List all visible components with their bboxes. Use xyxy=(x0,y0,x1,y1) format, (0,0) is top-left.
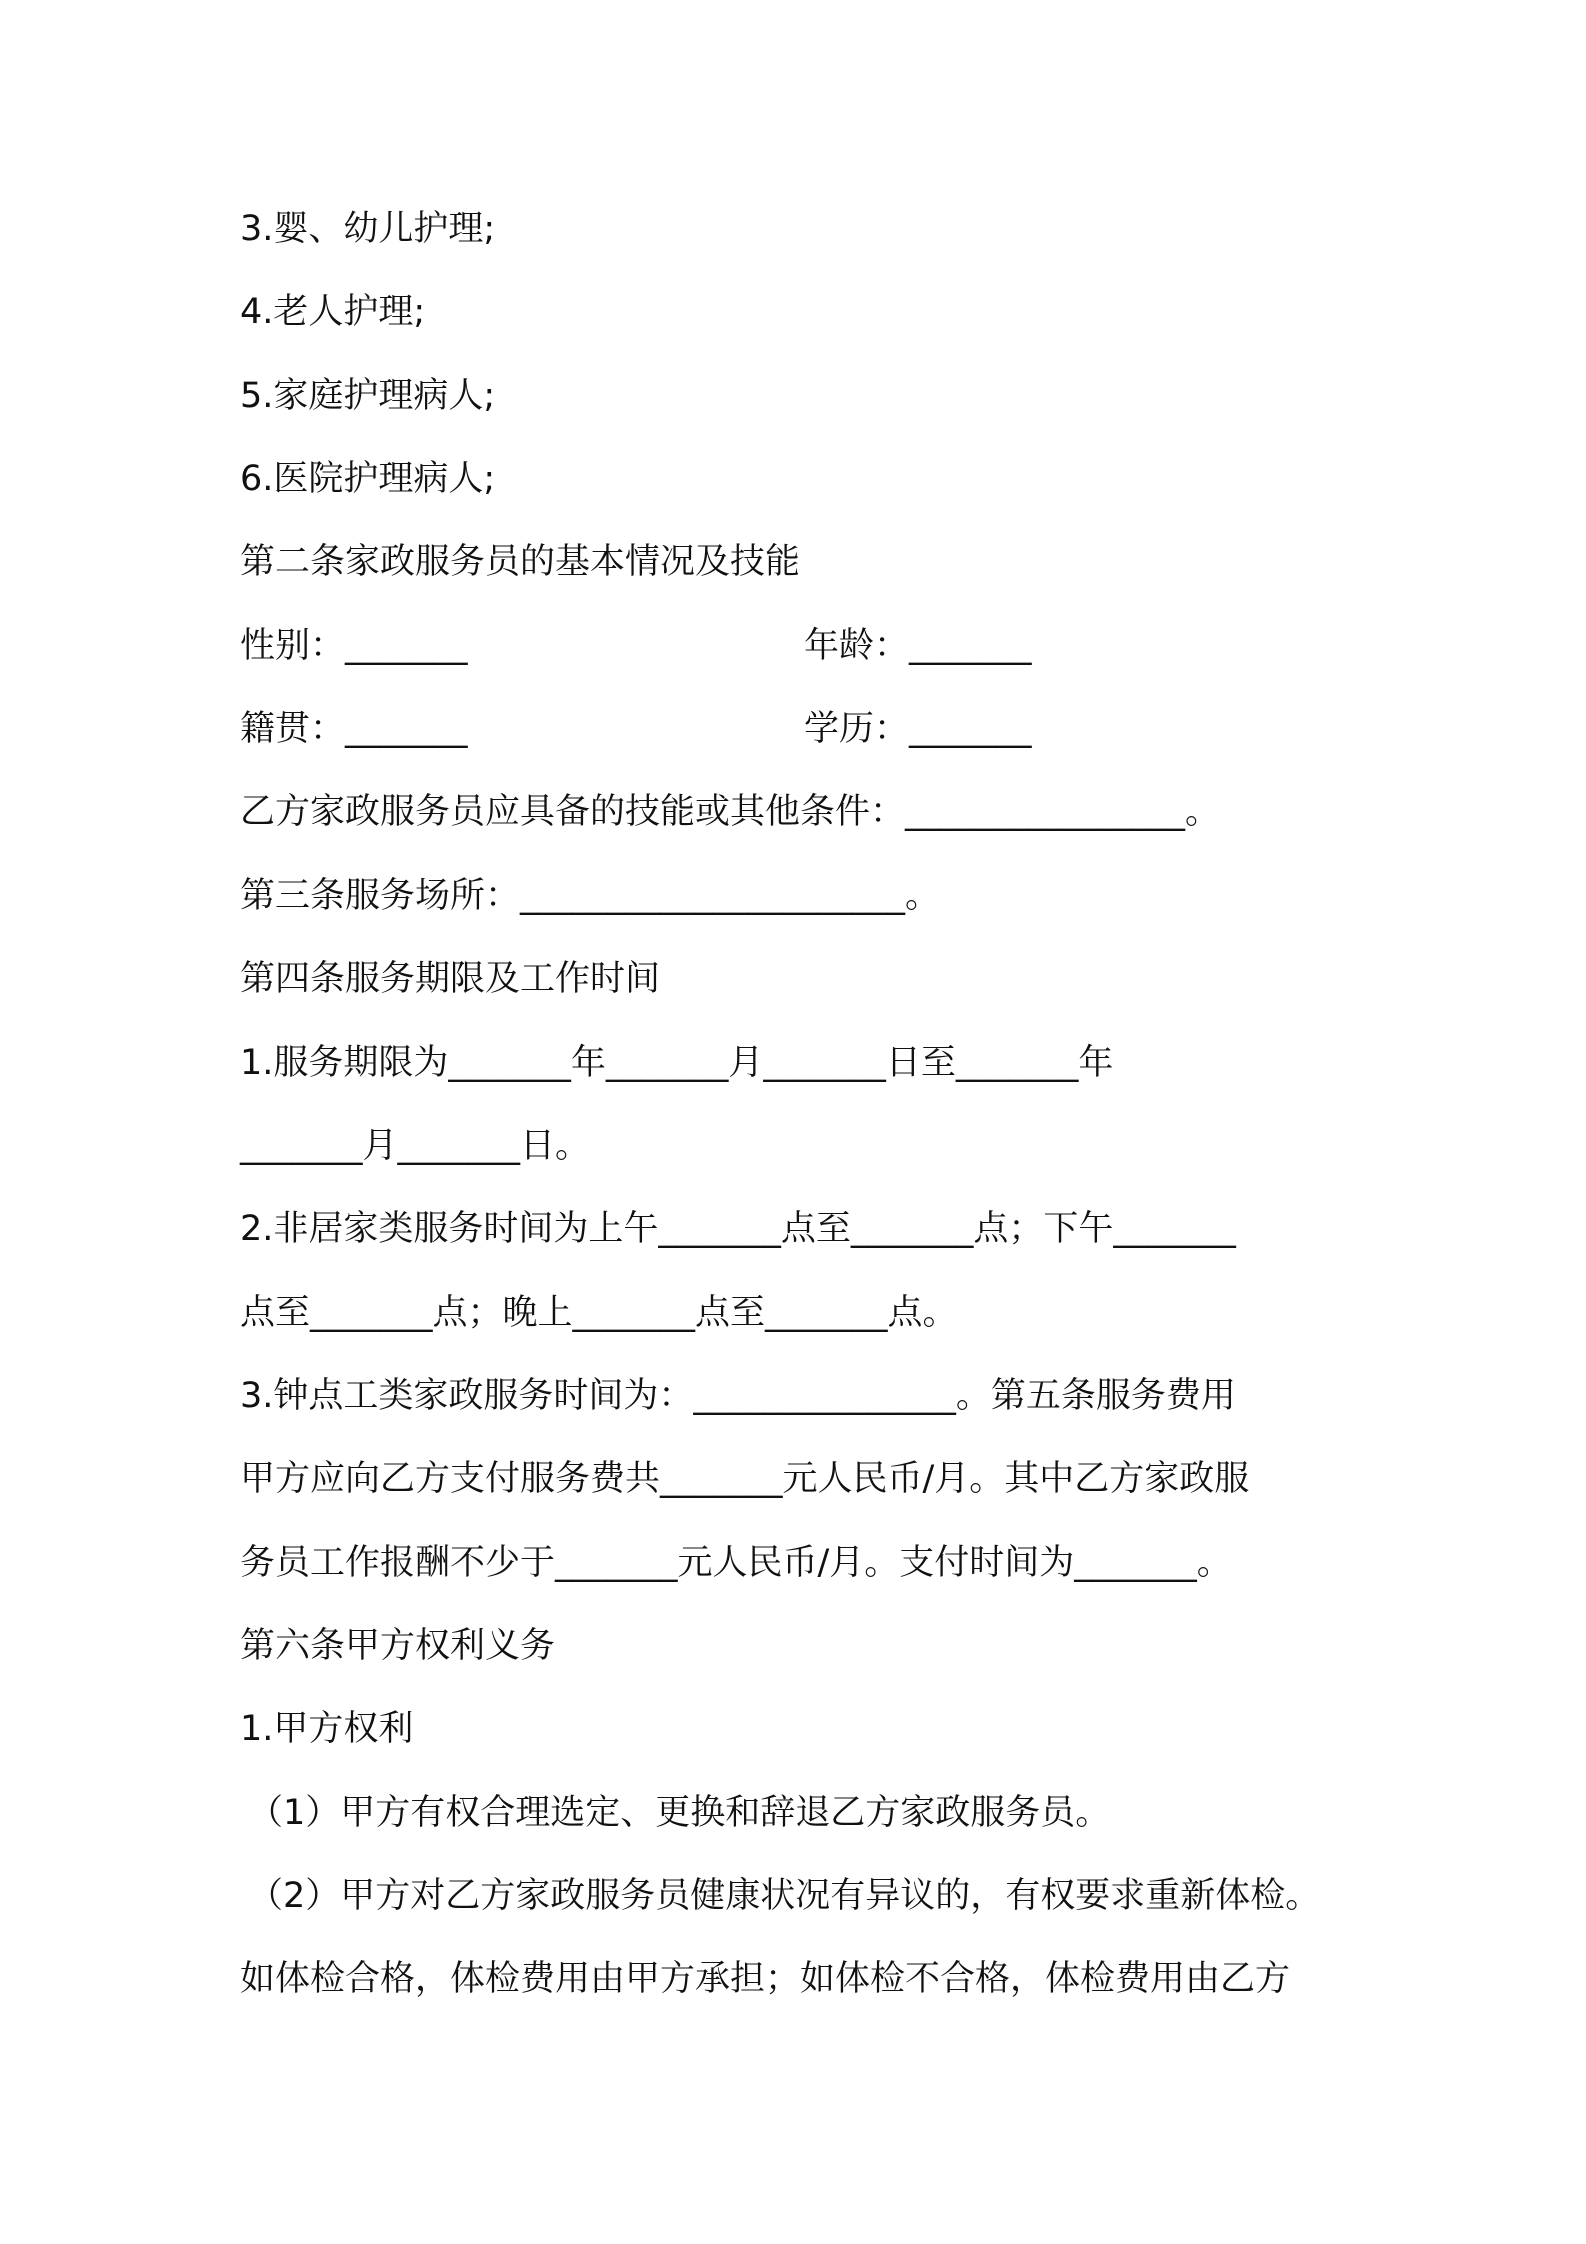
item-home-patient-care: 5.家庭护理病人; xyxy=(240,376,496,416)
native-place-field: 籍贯：_______ xyxy=(240,709,468,749)
non-resident-hours-line-1: 2.非居家类服务时间为上午_______点至_______点；下午_______ xyxy=(240,1209,1236,1249)
article-3-service-place: 第三条服务场所：______________________。 xyxy=(240,876,941,916)
gender-field: 性别：_______ xyxy=(240,626,468,666)
party-a-right-2: （2）甲方对乙方家政服务员健康状况有异议的，有权要求重新体检。 xyxy=(248,1876,1321,1916)
party-a-rights-heading: 1.甲方权利 xyxy=(240,1709,414,1749)
item-elderly-care: 4.老人护理; xyxy=(240,292,426,332)
service-period-line-2: _______月_______日。 xyxy=(240,1126,591,1166)
skills-condition-line: 乙方家政服务员应具备的技能或其他条件：________________。 xyxy=(240,792,1221,832)
item-hospital-patient-care: 6.医院护理病人; xyxy=(240,459,496,499)
non-resident-hours-line-2: 点至_______点；晚上_______点至_______点。 xyxy=(240,1293,958,1333)
hourly-service-time-line: 3.钟点工类家政服务时间为：_______________。第五条服务费用 xyxy=(240,1376,1236,1416)
service-period-line-1: 1.服务期限为_______年_______月_______日至_______年 xyxy=(240,1043,1114,1083)
party-a-right-2-continued: 如体检合格，体检费用由甲方承担；如体检不合格，体检费用由乙方 xyxy=(240,1959,1291,1999)
article-6-heading: 第六条甲方权利义务 xyxy=(240,1626,556,1666)
party-a-right-1: （1）甲方有权合理选定、更换和辞退乙方家政服务员。 xyxy=(248,1793,1111,1833)
service-fee-line-1: 甲方应向乙方支付服务费共_______元人民币/月。其中乙方家政服 xyxy=(240,1459,1250,1499)
education-field: 学历：_______ xyxy=(804,709,1032,749)
item-infant-care: 3.婴、幼儿护理; xyxy=(240,209,496,249)
article-4-heading: 第四条服务期限及工作时间 xyxy=(240,959,661,999)
article-2-heading: 第二条家政服务员的基本情况及技能 xyxy=(240,542,801,582)
service-fee-line-2: 务员工作报酬不少于_______元人民币/月。支付时间为_______。 xyxy=(240,1543,1232,1583)
age-field: 年龄：_______ xyxy=(804,626,1032,666)
